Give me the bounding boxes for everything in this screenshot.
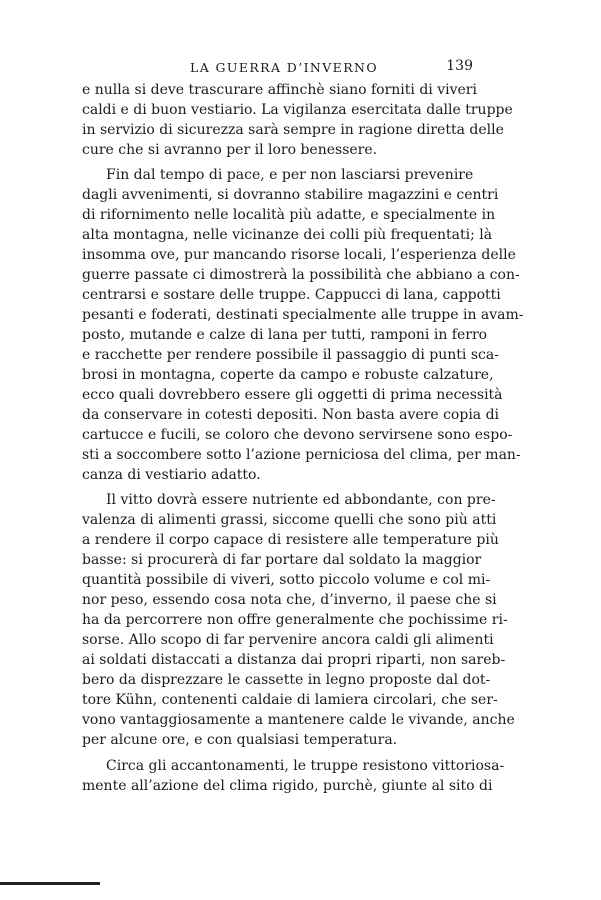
text-line: ecco quali dovrebbero essere gli oggetti di prima necessità: [82, 387, 503, 403]
text-line: insomma ove, pur mancando risorse locali, l’esperienza delle: [82, 247, 516, 263]
text-line: Il vitto dovrà essere nutriente ed abbondante, con pre-: [106, 492, 496, 508]
text-line: sti a soccombere sotto l’azione perniciosa del clima, per man-: [82, 447, 521, 463]
text-line: bero da disprezzare le cassette in legno proposte dal dot-: [82, 672, 491, 688]
text-line: canza di vestiario adatto.: [82, 467, 261, 483]
text-line: caldi e di buon vestiario. La vigilanza esercitata dalle truppe: [82, 102, 513, 118]
page-number: 139: [446, 58, 473, 74]
text-line: alta montagna, nelle vicinanze dei colli più frequentati; là: [82, 227, 493, 243]
text-line: Circa gli accantonamenti, le truppe resistono vittoriosa-: [106, 758, 505, 774]
text-line: valenza di alimenti grassi, siccome quelli che sono più atti: [82, 512, 497, 528]
text-line: tore Kühn, contenenti caldaie di lamiera circolari, che ser-: [82, 692, 498, 708]
text-line: cartucce e fucili, se coloro che devono servirsene sono espo-: [82, 427, 513, 443]
text-line: da conservare in cotesti depositi. Non basta avere copia di: [82, 407, 500, 423]
scan-edge-mark: [0, 882, 100, 885]
text-line: ai soldati distaccati a distanza dai propri riparti, non sareb-: [82, 652, 506, 668]
text-line: dagli avvenimenti, si dovranno stabilire magazzini e centri: [82, 187, 499, 203]
text-line: Fin dal tempo di pace, e per non lasciarsi prevenire: [106, 167, 474, 183]
paragraph: [82, 165, 524, 485]
paragraph: [82, 756, 505, 796]
running-title: LA GUERRA D’INVERNO: [190, 60, 378, 75]
text-line: quantità possibile di viveri, sotto piccolo volume e col mi-: [82, 572, 491, 588]
text-line: di rifornimento nelle località più adatte, e specialmente in: [82, 207, 496, 223]
text-line: per alcune ore, e con qualsiasi temperatura.: [82, 732, 398, 748]
body-text: [82, 80, 524, 796]
paragraph: [82, 80, 513, 160]
text-line: mente all’azione del clima rigido, purchè, giunte al sito di: [82, 778, 493, 794]
text-line: e racchette per rendere possibile il passaggio di punti sca-: [82, 347, 499, 363]
text-line: vono vantaggiosamente a mantenere calde le vivande, anche: [82, 712, 515, 728]
text-line: nor peso, essendo cosa nota che, d’inverno, il paese che si: [82, 592, 497, 608]
text-line: basse: si procurerà di far portare dal soldato la maggior: [82, 552, 482, 568]
text-line: guerre passate ci dimostrerà la possibilità che abbiano a con-: [82, 267, 520, 283]
text-line: pesanti e foderati, destinati specialmente alle truppe in avam-: [82, 307, 524, 323]
text-line: e nulla si deve trascurare affinchè siano forniti di viveri: [82, 82, 477, 98]
text-line: ha da percorrere non offre generalmente che pochissime ri-: [82, 612, 508, 628]
text-line: in servizio di sicurezza sarà sempre in ragione diretta delle: [82, 122, 504, 138]
text-line: cure che si avranno per il loro benessere.: [82, 142, 378, 158]
text-line: brosi in montagna, coperte da campo e robuste calzature,: [82, 367, 494, 383]
paragraph: [82, 490, 515, 750]
text-line: a rendere il corpo capace di resistere alle temperature più: [82, 532, 499, 548]
text-line: posto, mutande e calze di lana per tutti, ramponi in ferro: [82, 327, 488, 343]
text-line: sorse. Allo scopo di far pervenire ancora caldi gli alimenti: [82, 632, 494, 648]
text-line: centrarsi e sostare delle truppe. Cappucci di lana, cappotti: [82, 287, 501, 303]
